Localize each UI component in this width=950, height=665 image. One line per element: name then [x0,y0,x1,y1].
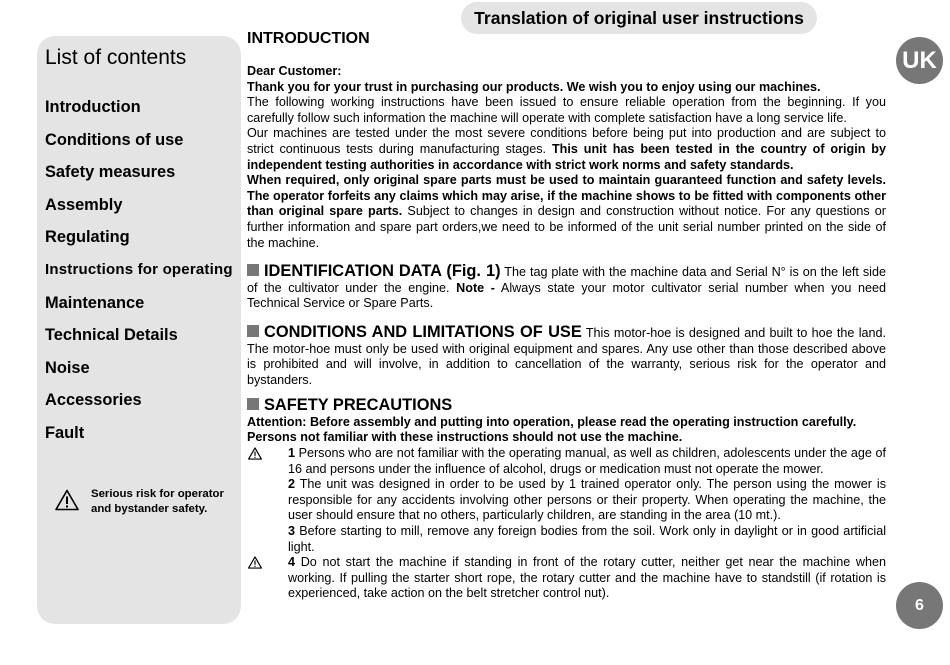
salutation: Dear Customer: [247,64,342,78]
conditions-heading: CONDITIONS AND LIMITATIONS OF USE [264,322,582,341]
safety-item [247,446,886,477]
safety-item [247,555,886,602]
safety-item-number: 2 [288,477,296,492]
toc-item-maintenance[interactable]: Maintenance [45,293,145,312]
safety-item-text: The unit was designed in order to be used by 1 trained operator only. The person using the mower is responsible for any accidents involving other persons or their property. When operating the machine, the user should ensure that no others, particularly children, are standing in the area (10 mt.). [288,477,886,523]
toc-item-instructions-for-operating[interactable]: Instructions for operating [45,260,233,278]
intro-p3-bold: When required, only original spare parts must be used to maintain guaranteed function and safety levels. The operator forfeits any claims which may arise, if the machine shows to be fitted with components other than original spare parts. [247,173,886,219]
section-bullet-icon [247,398,259,410]
toc-item-regulating[interactable]: Regulating [45,228,130,247]
safety-item-number: 1 [288,446,296,461]
safety-item-1 [288,446,886,477]
section-bullet-icon [247,325,259,337]
identification-text: The tag plate with the machine data and Serial N° is on the left side of the cultivator under the engine. [247,265,886,295]
toc-item-assembly[interactable]: Assembly [45,195,123,214]
document-title: Translation of original user instructions [461,2,817,34]
intro-p3-text: Subject to changes in design and construction without notice. For any questions or further information and spare part orders,we need to be informed of the unit serial number printed on the side of the machine. [247,204,887,250]
intro-paragraph-2 [247,126,886,173]
conditions-section [247,322,886,388]
safety-item [247,524,886,555]
main-content [247,29,886,602]
toc-item-fault[interactable]: Fault [45,423,85,442]
warning-triangle-icon [55,489,79,511]
language-badge: UK [896,37,943,84]
conditions-text: This motor-hoe is designed and built to hoe the land. The motor-hoe must only be used with original equipment and spares. Any use other than those described above is prohibited and will involve, in addition to cancellation of the warranty, serious risk for the operator and bystanders. [247,325,886,387]
intro-paragraph-3 [247,173,886,251]
safety-item-number: 3 [288,524,296,539]
note-text: Always state your motor cultivator serial number when you need Technical Service or Spare Parts. [247,280,887,311]
safety-item-text: Before starting to mill, remove any foreign bodies from the soil. Work only in daylight or in good artificial light. [288,524,886,554]
safety-item-text: Persons who are not familiar with the operating manual, as well as children, adolescents under the age of 16 and persons under the influence of alcohol, drugs or medication must not operate the mower. [288,446,886,476]
identification-heading: IDENTIFICATION DATA (Fig. 1) [264,262,501,281]
toc-item-safety-measures[interactable]: Safety measures [45,163,176,182]
toc-item-noise[interactable]: Noise [45,358,90,377]
toc-item-accessories[interactable]: Accessories [45,391,142,410]
safety-attention: Attention: Before assembly and putting into operation, please read the operating instruction carefully. Persons not familiar with these instructions should not use the machine. [247,414,857,445]
intro-p2-bold: This unit has been tested in the country of origin by independent testing authorities in accordance with strict work norms and safety standards. [247,141,886,172]
introduction-heading: INTRODUCTION [247,30,370,47]
warning-legend-text: Serious risk for operator and bystander safety. [91,488,224,515]
contents-sidebar [37,36,241,624]
safety-item [247,477,886,524]
identification-section [247,264,886,312]
intro-p2-text: Our machines are tested under the most severe conditions before being put into production and are subject to strict continuous tests during manufacturing stages. [247,126,886,156]
safety-item-3 [288,524,886,555]
safety-item-2 [288,477,886,524]
contents-list [45,94,233,453]
note-label: Note - [456,280,495,295]
warning-triangle-icon [248,556,262,569]
safety-item-text: Do not start the machine if standing in front of the rotary cutter, neither get near the machine when working. If pulling the starter short rope, the rotary cutter and the machine have to standstill (if rotation is experienced, take action on the belt stretcher control nut). [288,555,886,601]
safety-heading-line [247,398,886,415]
safety-item-4 [288,555,886,602]
safety-item-number: 4 [288,555,296,570]
page-number-badge: 6 [896,582,943,629]
contents-title: List of contents [45,46,187,69]
safety-heading: SAFETY PRECAUTIONS [264,396,453,415]
toc-item-technical-details[interactable]: Technical Details [45,326,178,345]
toc-item-conditions-of-use[interactable]: Conditions of use [45,130,184,149]
section-bullet-icon [247,264,259,276]
thanks-line: Thank you for your trust in purchasing our products. We wish you to enjoy using our machines. [247,79,821,94]
warning-triangle-icon [248,447,262,460]
intro-paragraph-1: The following working instructions have been issued to ensure reliable operation from the beginning. If you carefully follow such information the machine will operate with complete satisfaction have a long service life. [247,95,886,125]
toc-item-introduction[interactable]: Introduction [45,98,141,116]
